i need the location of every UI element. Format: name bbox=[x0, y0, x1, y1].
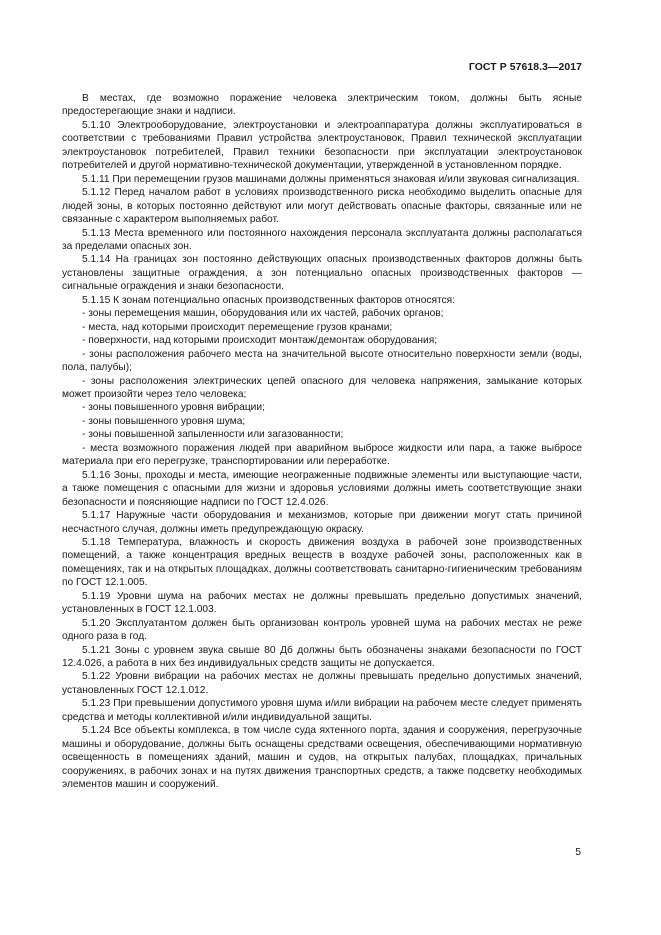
clause-5-1-14: 5.1.14 На границах зон постоянно действующих опасных производственных факторов должны быть установлены защитные ограждения, а зон потенциально опасных производственных факторов — сигнальные ограждения и знаки безопасности. bbox=[62, 254, 582, 293]
clause-5-1-20: 5.1.20 Эксплуатантом должен быть организован контроль уровней шума на рабочих местах не реже одного раза в год. bbox=[62, 617, 582, 643]
clause-5-1-12: 5.1.12 Перед началом работ в условиях производственного риска необходимо выделить опасные для людей зоны, в которых постоянно действуют или могут действовать опасные факторы, связанные или не связанные с характером выполняемых работ. bbox=[62, 187, 582, 226]
document-body bbox=[62, 92, 582, 792]
clause-5-1-13: 5.1.13 Места временного или постоянного нахождения персонала эксплуатанта должны располагаться за пределами опасных зон. bbox=[62, 227, 582, 252]
list-item: - места возможного поражения людей при аварийном выбросе жидкости или пара, а также выбросе материала при его перегрузке, транспортировании или переработке. bbox=[62, 442, 582, 468]
list-item: - места, над которыми происходит перемещение грузов кранами; bbox=[82, 321, 393, 333]
list-item: - зоны повышенного уровня вибрации; bbox=[82, 402, 265, 414]
list-item: - зоны расположения рабочего места на значительной высоте относительно поверхности земли (воды, пола, палубы); bbox=[62, 348, 582, 374]
clause-5-1-18: 5.1.18 Температура, влажность и скорость движения воздуха в рабочей зоне производственных помещений, а также концентрация вредных веществ в воздухе рабочей зоны, расположенных как в помещениях, так и на открытых площадках, должны соответствовать санитарно-гигиеническим требованиям по ГОСТ 12.1.005. bbox=[62, 536, 582, 589]
clause-5-1-23: 5.1.23 При превышении допустимого уровня шума и/или вибрации на рабочем месте следует применять средства и методы коллективной и/или индивидуальной защиты. bbox=[62, 698, 582, 723]
paragraph: В местах, где возможно поражение человека электрическим током, должны быть ясные предостерегающие знаки и надписи. bbox=[62, 93, 582, 118]
list-item: - поверхности, над которыми происходит монтаж/демонтаж оборудования; bbox=[82, 335, 438, 347]
clause-5-1-21: 5.1.21 Зоны с уровнем звука свыше 80 Дб должны быть обозначены знаками безопасности по ГОСТ 12.4.026, а работа в них без индивидуальных средств защиты не допускается. bbox=[62, 644, 582, 670]
clause-5-1-15: 5.1.15 К зонам потенциально опасных производственных факторов относятся: bbox=[82, 294, 455, 306]
clause-5-1-16: 5.1.16 Зоны, проходы и места, имеющие неограженные подвижные элементы или выступающие части, а также помещения с опасными для жизни и здоровья условиями должны иметь соответствующие знаки безопасности и поясняющие надписи по ГОСТ 12.4.026. bbox=[62, 469, 582, 508]
document-code: ГОСТ Р 57618.3—2017 bbox=[468, 62, 582, 73]
clause-5-1-10: 5.1.10 Электрооборудование, электроустановки и электроаппаратура должны эксплуатироваться в соответствии с требованиями Правил устройства электроустановок, Правил технической эксплуатации электроустановок потребителей, Правил техники безопасности при эксплуатации электроустановок потребителей и другой нормативно-технической документации, утвержденной в установленном порядке. bbox=[62, 119, 582, 172]
page-number: 5 bbox=[575, 847, 581, 858]
clause-5-1-22: 5.1.22 Уровни вибрации на рабочих местах не должны превышать предельно допустимых значений, установленных ГОСТ 12.1.012. bbox=[62, 671, 582, 696]
list-item: - зоны расположения электрических цепей опасного для человека напряжения, замыкание которых может произойти через тело человека; bbox=[62, 375, 582, 400]
list-item: - зоны повышенной запыленности или загазованности; bbox=[82, 429, 344, 441]
clause-5-1-19: 5.1.19 Уровни шума на рабочих местах не должны превышать предельно допустимых значений, установленных в ГОСТ 12.1.003. bbox=[62, 590, 582, 616]
list-item: - зоны повышенного уровня шума; bbox=[82, 415, 246, 427]
clause-5-1-17: 5.1.17 Наружные части оборудования и механизмов, которые при движении могут стать причиной несчастного случая, должны иметь предупреждающую окраску. bbox=[62, 510, 582, 535]
list-item: - зоны перемещения машин, оборудования или их частей, рабочих органов; bbox=[82, 308, 444, 320]
clause-5-1-11: 5.1.11 При перемещении грузов машинами должны применяться знаковая и/или звуковая сигнализация. bbox=[82, 173, 580, 185]
clause-5-1-24: 5.1.24 Все объекты комплекса, в том числе суда яхтенного порта, здания и сооружения, перегрузочные машины и оборудование, должны быть оснащены средствами освещения, обеспечивающими нормативную освещенность в помещениях зданий, машин и судов, на открытых палубах, площадках, причальных сооружениях, в рабочих зонах и на путях движения транспортных средств, а также подсветку необходимых элементов машин и сооружений. bbox=[62, 725, 582, 791]
